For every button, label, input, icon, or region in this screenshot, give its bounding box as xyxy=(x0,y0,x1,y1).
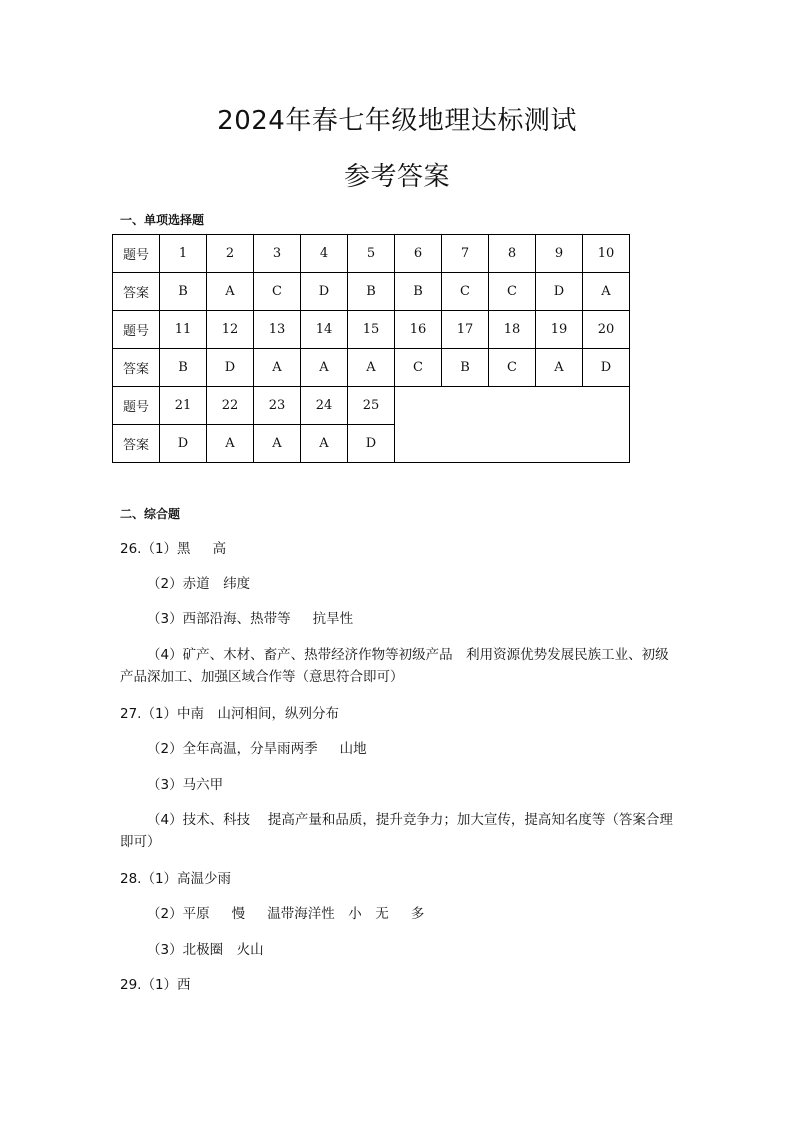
answer-cell: A xyxy=(301,349,348,387)
answer-label: 答案 xyxy=(113,349,160,387)
answer-26-2: （2）赤道 纬度 xyxy=(147,576,251,592)
question-number-label: 题号 xyxy=(113,387,160,425)
question-number-cell: 1 xyxy=(160,235,207,273)
question-number-cell: 4 xyxy=(301,235,348,273)
question-number-cell: 16 xyxy=(395,311,442,349)
question-number-cell: 20 xyxy=(583,311,630,349)
answer-cell: A xyxy=(207,425,254,463)
question-number-cell: 17 xyxy=(442,311,489,349)
question-number-row xyxy=(113,387,630,425)
answer-cell: D xyxy=(536,273,583,311)
question-number-cell: 18 xyxy=(489,311,536,349)
answer-cell: C xyxy=(442,273,489,311)
question-number-cell: 19 xyxy=(536,311,583,349)
question-number-cell: 12 xyxy=(207,311,254,349)
question-number-cell: 5 xyxy=(348,235,395,273)
answer-cell: B xyxy=(160,273,207,311)
section-heading-choice: 一、单项选择题 xyxy=(120,213,205,227)
section-heading-comprehensive: 二、综合题 xyxy=(120,507,181,521)
answer-29-1: 29.（1）西 xyxy=(120,977,191,993)
question-number-row xyxy=(113,235,630,273)
answer-row xyxy=(113,349,630,387)
question-number-cell: 14 xyxy=(301,311,348,349)
answer-28-3: （3）北极圈 火山 xyxy=(147,942,264,958)
question-number-cell: 25 xyxy=(348,387,395,425)
answer-table xyxy=(112,234,630,463)
answer-cell: C xyxy=(254,273,301,311)
answer-cell: A xyxy=(536,349,583,387)
question-number-cell: 15 xyxy=(348,311,395,349)
answer-cell: A xyxy=(348,349,395,387)
question-number-cell: 8 xyxy=(489,235,536,273)
answer-cell: B xyxy=(395,273,442,311)
answer-label: 答案 xyxy=(113,425,160,463)
answer-27-2: （2）全年高温，分旱雨两季 山地 xyxy=(147,741,367,757)
question-number-row xyxy=(113,311,630,349)
question-number-cell: 11 xyxy=(160,311,207,349)
question-number-cell: 6 xyxy=(395,235,442,273)
answer-cell: B xyxy=(442,349,489,387)
question-number-cell: 7 xyxy=(442,235,489,273)
question-number-cell: 10 xyxy=(583,235,630,273)
document-title: 2024年春七年级地理达标测试 xyxy=(217,106,577,136)
answer-28-1: 28.（1）高温少雨 xyxy=(120,871,232,887)
answer-cell: C xyxy=(489,273,536,311)
answer-27-3: （3）马六甲 xyxy=(147,777,224,793)
answer-cell: A xyxy=(207,273,254,311)
answer-26-3: （3）西部沿海、热带等 抗旱性 xyxy=(147,611,354,627)
answer-cell: A xyxy=(254,425,301,463)
answer-cell: C xyxy=(489,349,536,387)
empty-table-cell xyxy=(395,387,630,463)
question-number-label: 题号 xyxy=(113,311,160,349)
document-subtitle: 参考答案 xyxy=(343,162,450,192)
question-number-cell: 3 xyxy=(254,235,301,273)
answer-cell: D xyxy=(348,425,395,463)
answer-28-2: （2）平原 慢 温带海洋性 小 无 多 xyxy=(147,906,425,922)
answer-cell: B xyxy=(160,349,207,387)
question-number-cell: 9 xyxy=(536,235,583,273)
question-number-cell: 13 xyxy=(254,311,301,349)
answer-cell: D xyxy=(301,273,348,311)
answer-27-4: （4）技术、科技 提高产量和品质，提升竞争力；加大宣传，提高知名度等（答案合理即可） xyxy=(120,812,673,850)
answer-label: 答案 xyxy=(113,273,160,311)
answer-26-4: （4）矿产、木材、畜产、热带经济作物等初级产品 利用资源优势发展民族工业、初级产品深加工、加强区域合作等（意思符合即可） xyxy=(120,647,669,685)
answer-cell: A xyxy=(301,425,348,463)
answer-cell: A xyxy=(583,273,630,311)
answer-cell: C xyxy=(395,349,442,387)
question-number-label: 题号 xyxy=(113,235,160,273)
answer-row xyxy=(113,273,630,311)
answer-cell: D xyxy=(160,425,207,463)
answer-cell: D xyxy=(207,349,254,387)
question-number-cell: 24 xyxy=(301,387,348,425)
question-number-cell: 21 xyxy=(160,387,207,425)
question-number-cell: 2 xyxy=(207,235,254,273)
answer-cell: B xyxy=(348,273,395,311)
question-number-cell: 23 xyxy=(254,387,301,425)
answer-26-1: 26.（1）黑 高 xyxy=(120,541,227,557)
question-number-cell: 22 xyxy=(207,387,254,425)
answer-cell: A xyxy=(254,349,301,387)
answer-27-1: 27.（1）中南 山河相间，纵列分布 xyxy=(120,706,340,722)
answer-cell: D xyxy=(583,349,630,387)
